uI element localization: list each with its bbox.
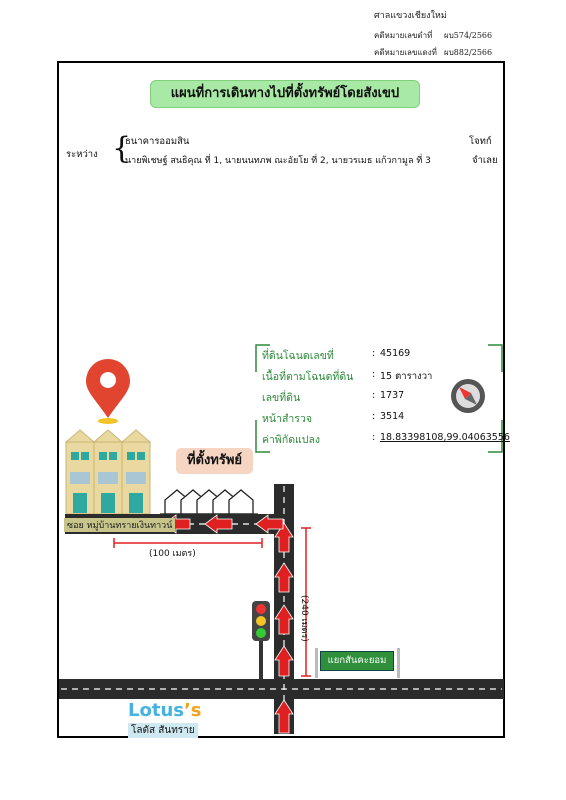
property-info-box [254, 343, 510, 453]
info-key-coordinates: ค่าพิกัดแปลง [262, 434, 321, 446]
black-case-label: คดีหมายเลขดำที่ [374, 31, 433, 40]
info-colon: : [372, 348, 376, 359]
info-key-title-deed: ที่ดินโฉนดเลขที่ [262, 350, 334, 362]
info-value-title-deed: 45169 [380, 348, 411, 359]
info-colon: : [372, 432, 376, 443]
info-value-survey-page: 3514 [380, 411, 405, 422]
street-name-label: ซอย หมู่บ้านทรายเงินทาวน์ [64, 518, 175, 532]
landmark-name: โลตัส สันทราย [128, 723, 198, 738]
distance-horizontal-label: (100 เมตร) [149, 549, 196, 559]
brace-symbol: { [112, 131, 132, 166]
red-case-label: คดีหมายเลขแดงที่ [374, 48, 437, 57]
info-value-coordinates: 18.83398108,99.04063556 [380, 432, 510, 443]
info-colon: : [372, 390, 376, 401]
distance-vertical-label: (240 เมตร) [299, 595, 309, 642]
page-title: แผนที่การเดินทางไปที่ตั้งทรัพย์โดยสังเขป [150, 80, 420, 108]
info-colon: : [372, 369, 376, 380]
plaintiff-name: ธนาคารออมสิน [125, 136, 190, 147]
lotus-logo-text: Lotus [128, 700, 184, 721]
info-key-survey-page: หน้าสำรวจ [262, 413, 312, 425]
black-case-number: ผบ574/2566 [444, 31, 493, 40]
houses-icon [160, 490, 258, 514]
info-value-land-number: 1737 [380, 390, 405, 401]
lotus-logo-apostrophe: ’s [183, 700, 202, 721]
plaintiff-role: โจทก์ [469, 136, 492, 147]
court-name: ศาลแขวงเชียงใหม่ [374, 11, 447, 21]
info-key-land-number: เลขที่ดิน [262, 392, 301, 404]
info-value-area: 15 ตารางวา [380, 371, 433, 382]
location-pin-icon [86, 359, 130, 424]
lotus-logo [128, 700, 202, 721]
between-label: ระหว่าง [66, 149, 98, 160]
townhouse-icon [66, 430, 150, 514]
defendant-role: จำเลย [472, 155, 498, 166]
defendants-names: นายพิเชษฐ์ สนธิคุณ ที่ 1, นายนนทภพ ณะอัยโย ที่ 2, นายวรเมธ แก้วกามูล ที่ 3 [125, 156, 431, 166]
red-case-number: ผบ882/2566 [444, 48, 493, 57]
info-colon: : [372, 411, 376, 422]
info-key-area: เนื้อที่ตามโฉนดที่ดิน [262, 371, 354, 383]
intersection-sign: แยกสันคะยอม [320, 651, 394, 671]
property-location-label: ที่ตั้งทรัพย์ [176, 448, 253, 474]
traffic-light-icon [252, 601, 270, 680]
